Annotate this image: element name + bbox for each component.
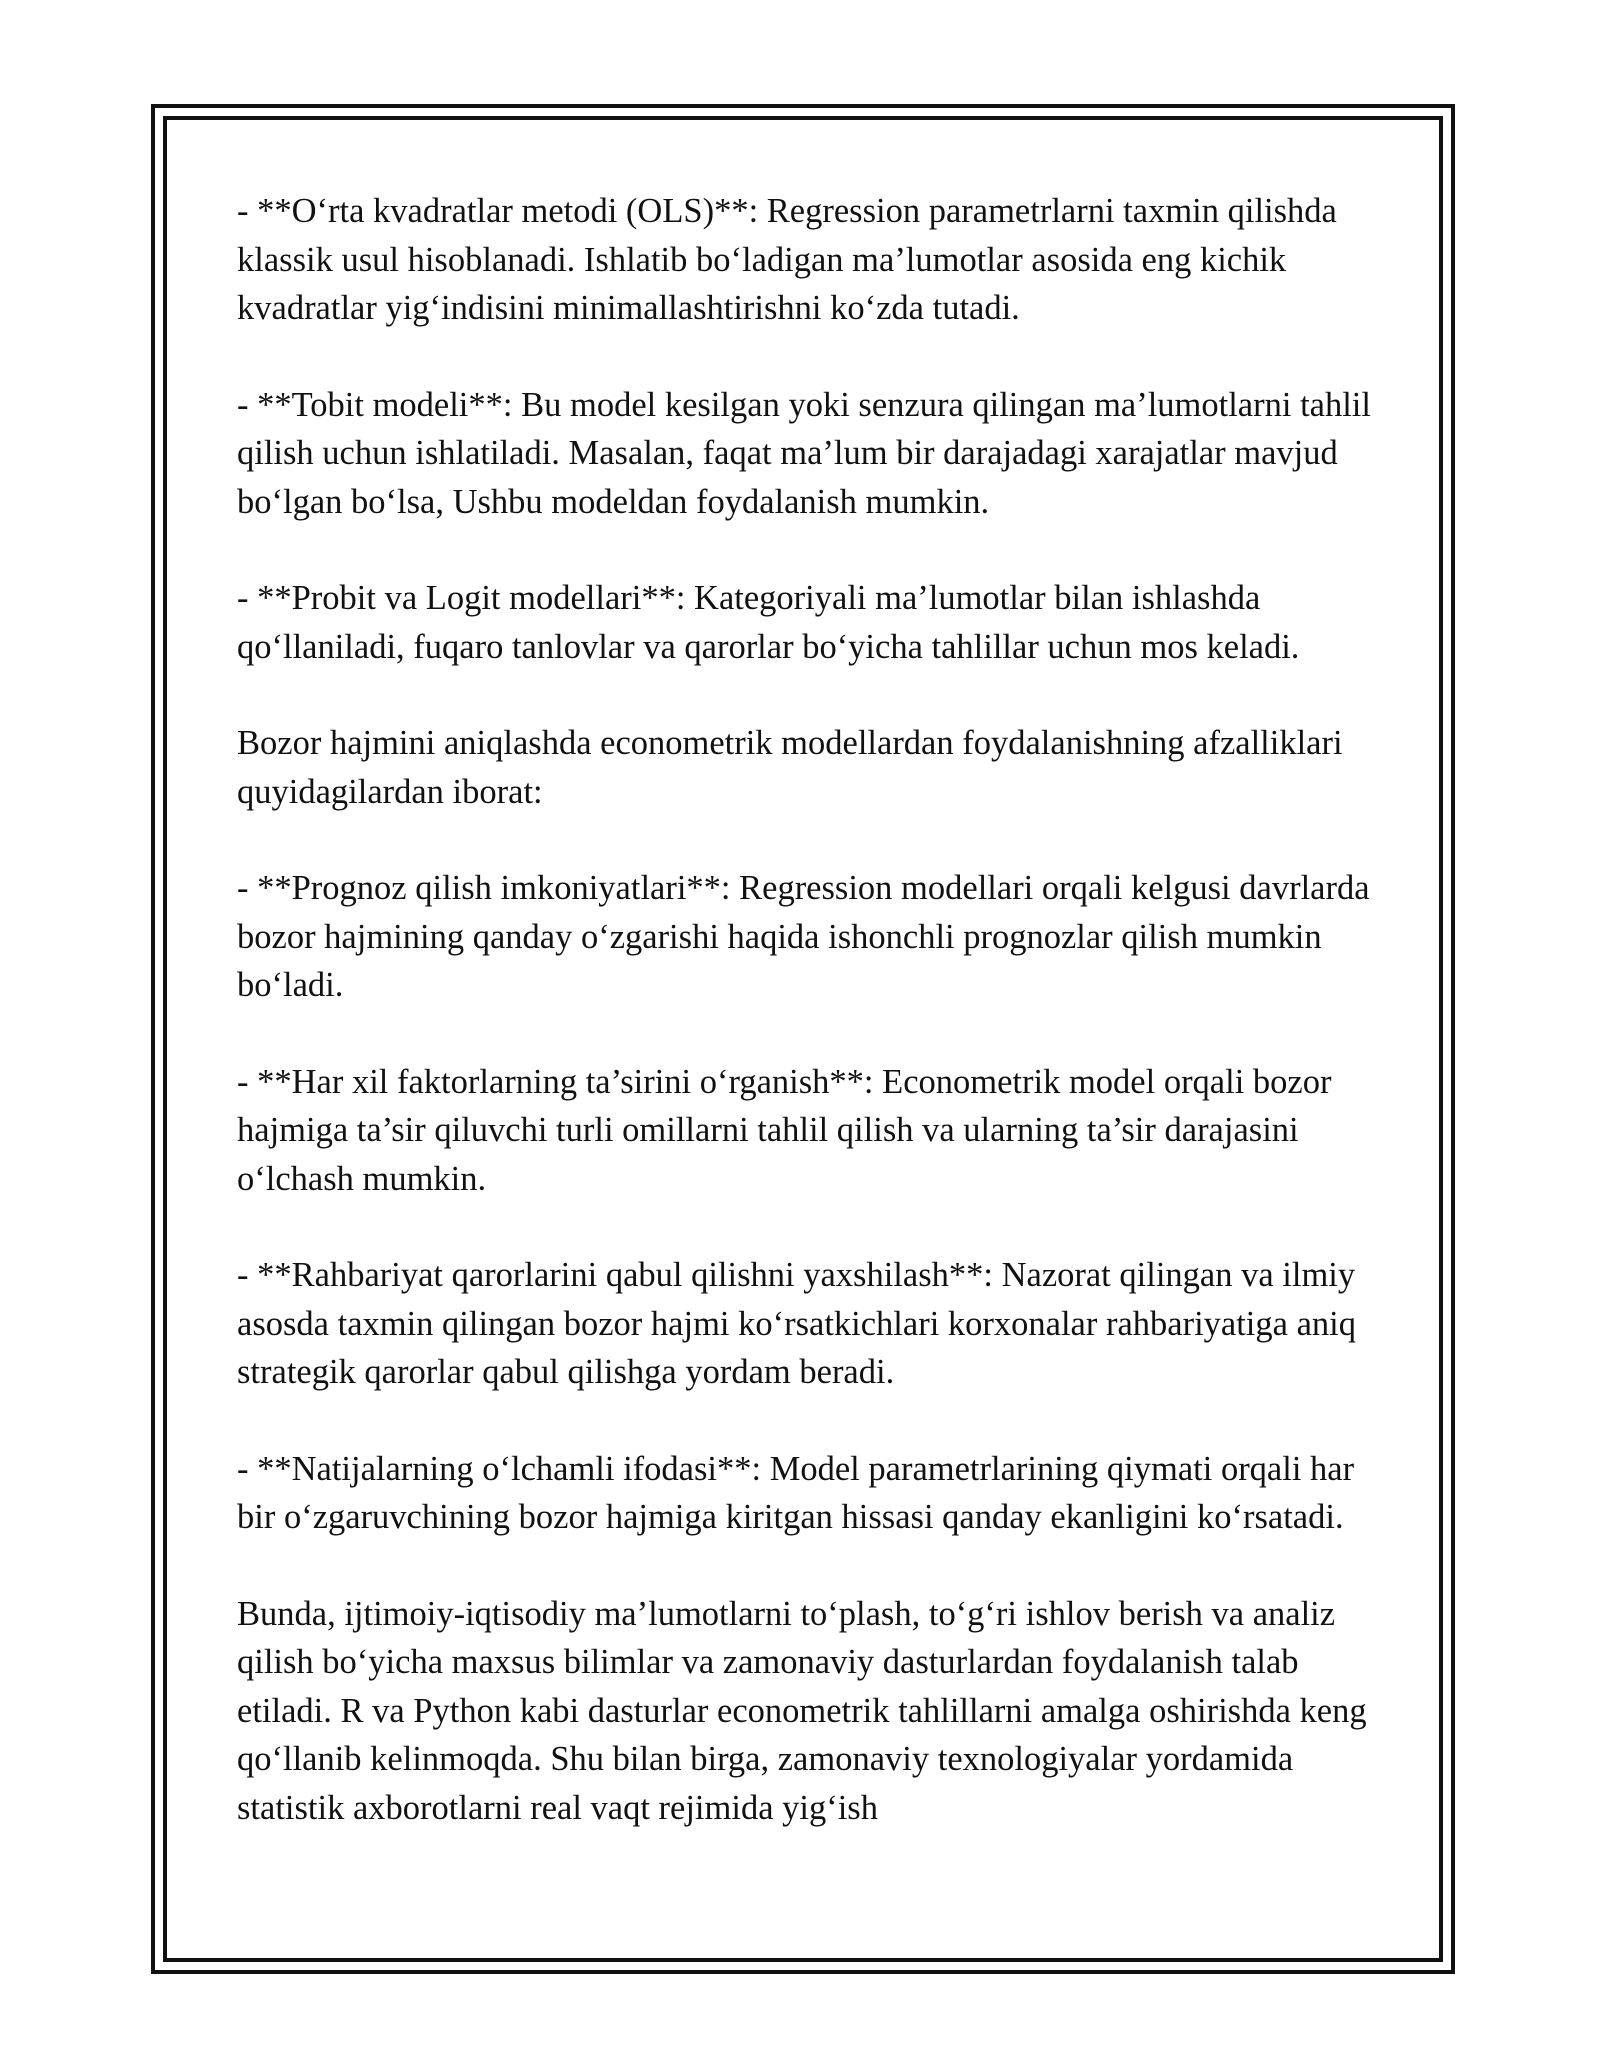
document-body [237,187,1387,1832]
paragraph-factor-impact: - **Har xil faktorlarning ta’sirini o‘rganish**: Econometrik model orqali bozor hajmiga ta’sir qiluvchi turli omillarni tahlil qilish va ularning ta’sir darajasini o‘lchash mumkin. [237,1062,1332,1198]
paragraph-conclusion: Bunda, ijtimoiy-iqtisodiy ma’lumotlarni to‘plash, to‘g‘ri ishlov berish va analiz qilish bo‘yicha maxsus bilimlar va zamonaviy dasturlardan foydalanish talab etiladi. R va Python kabi dasturlar econometrik tahlillarni amalga oshirishda keng qo‘llanib kelinmoqda. Shu bilan birga, zamonaviy texnologiyalar yordamida statistik axborotlarni real vaqt rejimida yig‘ish [237,1594,1367,1827]
paragraph-advantages-intro: Bozor hajmini aniqlashda econometrik modellardan foydalanishning afzalliklari quyidagilardan iborat: [237,724,1343,811]
paragraph-probit-logit: - **Probit va Logit modellari**: Kategoriyali ma’lumotlar bilan ishlashda qo‘llaniladi, fuqaro tanlovlar va qarorlar bo‘yicha tahlillar uchun mos keladi. [237,579,1300,666]
paragraph-tobit: - **Tobit modeli**: Bu model kesilgan yoki senzura qilingan ma’lumotlarni tahlil qilish uchun ishlatiladi. Masalan, faqat ma’lum bir darajadagi xarajatlar mavjud bo‘lgan bo‘lsa, Ushbu modeldan foydalanish mumkin. [237,385,1371,521]
paragraph-management-decisions: - **Rahbariyat qarorlarini qabul qilishni yaxshilash**: Nazorat qilingan va ilmiy asosda taxmin qilingan bozor hajmi ko‘rsatkichlari korxonalar rahbariyatiga aniq strategik qarorlar qabul qilishga yordam beradi. [237,1256,1356,1391]
paragraph-forecasting: - **Prognoz qilish imkoniyatlari**: Regression modellari orqali kelgusi davrlarda bozor hajmining qanday o‘zgarishi haqida ishonchli prognozlar qilish mumkin bo‘ladi. [237,869,1370,1004]
paragraph-ols: - **O‘rta kvadratlar metodi (OLS)**: Regression parametrlarni taxmin qilishda klassik usul hisoblanadi. Ishlatib bo‘ladigan ma’lumotlar asosida eng kichik kvadratlar yig‘indisini minimallashtirishni ko‘zda tutadi. [237,192,1337,327]
paragraph-measurable-results: - **Natijalarning o‘lchamli ifodasi**: Model parametrlarining qiymati orqali har bir o‘zgaruvchining bozor hajmiga kiritgan hissasi qanday ekanligini ko‘rsatadi. [237,1449,1355,1536]
